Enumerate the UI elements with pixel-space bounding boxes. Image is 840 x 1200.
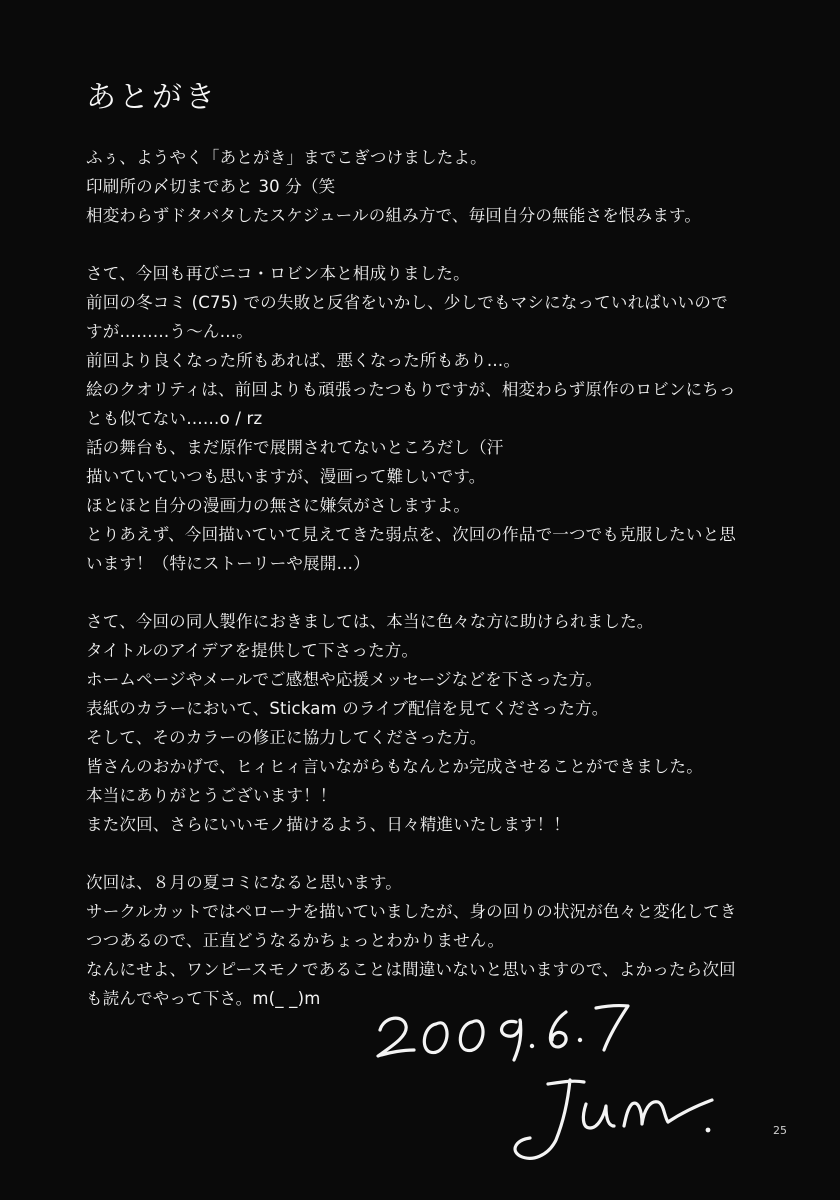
text-line: さて、今回の同人製作におきましては、本当に色々な方に助けられました。: [86, 612, 654, 631]
text-line: 前回の冬コミ (C75) での失敗と反省をいかし、少しでもマシになっていればいいので: [86, 293, 728, 312]
text-line: そして、そのカラーの修正に協力してくださった方。: [86, 728, 487, 747]
text-line: 印刷所の〆切まであと 30 分（笑: [86, 177, 336, 196]
handwritten-signature: [370, 1000, 730, 1170]
text-line: なんにせよ、ワンピースモノであることは間違いないと思いますので、よかったら次回: [86, 960, 736, 979]
text-line: すが………う〜ん…。: [86, 322, 253, 341]
text-line: 表紙のカラーにおいて、Stickam のライブ配信を見てくださった方。: [86, 699, 609, 718]
text-line: ほとほと自分の漫画力の無さに嫌気がさしますよ。: [86, 496, 471, 515]
text-line: タイトルのアイデアを提供して下さった方。: [86, 641, 419, 660]
text-line: さて、今回も再びニコ・ロビン本と相成りました。: [86, 264, 470, 283]
text-line: つつあるので、正直どうなるかちょっとわかりません。: [86, 931, 505, 950]
text-line: 描いていていつも思いますが、漫画って難しいです。: [86, 467, 486, 486]
page-title: あとがき: [86, 80, 218, 115]
text-line: ふぅ、ようやく「あとがき」までこぎつけましたよ。: [86, 148, 487, 167]
text-line: います！（特にストーリーや展開…）: [86, 554, 370, 573]
page-number: 25: [773, 1124, 787, 1137]
text-line: とりあえず、今回描いていて見えてきた弱点を、次回の作品で一つでも克服したいと思: [86, 525, 736, 544]
text-line: 次回は、８月の夏コミになると思います。: [86, 873, 402, 892]
paragraph-gap: [86, 839, 766, 868]
text-line: また次回、さらにいいモノ描けるよう、日々精進いたします！！: [86, 815, 571, 834]
paragraph-gap: [86, 230, 766, 259]
text-line: ホームページやメールでご感想や応援メッセージなどを下さった方。: [86, 670, 603, 689]
afterword-body: [86, 143, 766, 1013]
text-line: 相変わらずドタバタしたスケジュールの組み方で、毎回自分の無能さを恨みます。: [86, 206, 702, 225]
text-line: 本当にありがとうございます！！: [86, 786, 337, 805]
text-line: サークルカットではペローナを描いていましたが、身の回りの状況が色々と変化してき: [86, 902, 737, 921]
text-line: 前回より良くなった所もあれば、悪くなった所もあり…。: [86, 351, 521, 370]
paragraph-gap: [86, 578, 766, 607]
text-line: 話の舞台も、まだ原作で展開されてないところだし（汗: [86, 438, 504, 457]
text-line: 絵のクオリティは、前回よりも頑張ったつもりですが、相変わらず原作のロビンにちっ: [86, 380, 736, 399]
text-line: も読んでやって下さ。m(_ _)m: [86, 989, 321, 1008]
text-line: 皆さんのおかげで、ヒィヒィ言いながらもなんとか完成させることができました。: [86, 757, 703, 776]
text-line: とも似てない……o / rz: [86, 409, 263, 428]
